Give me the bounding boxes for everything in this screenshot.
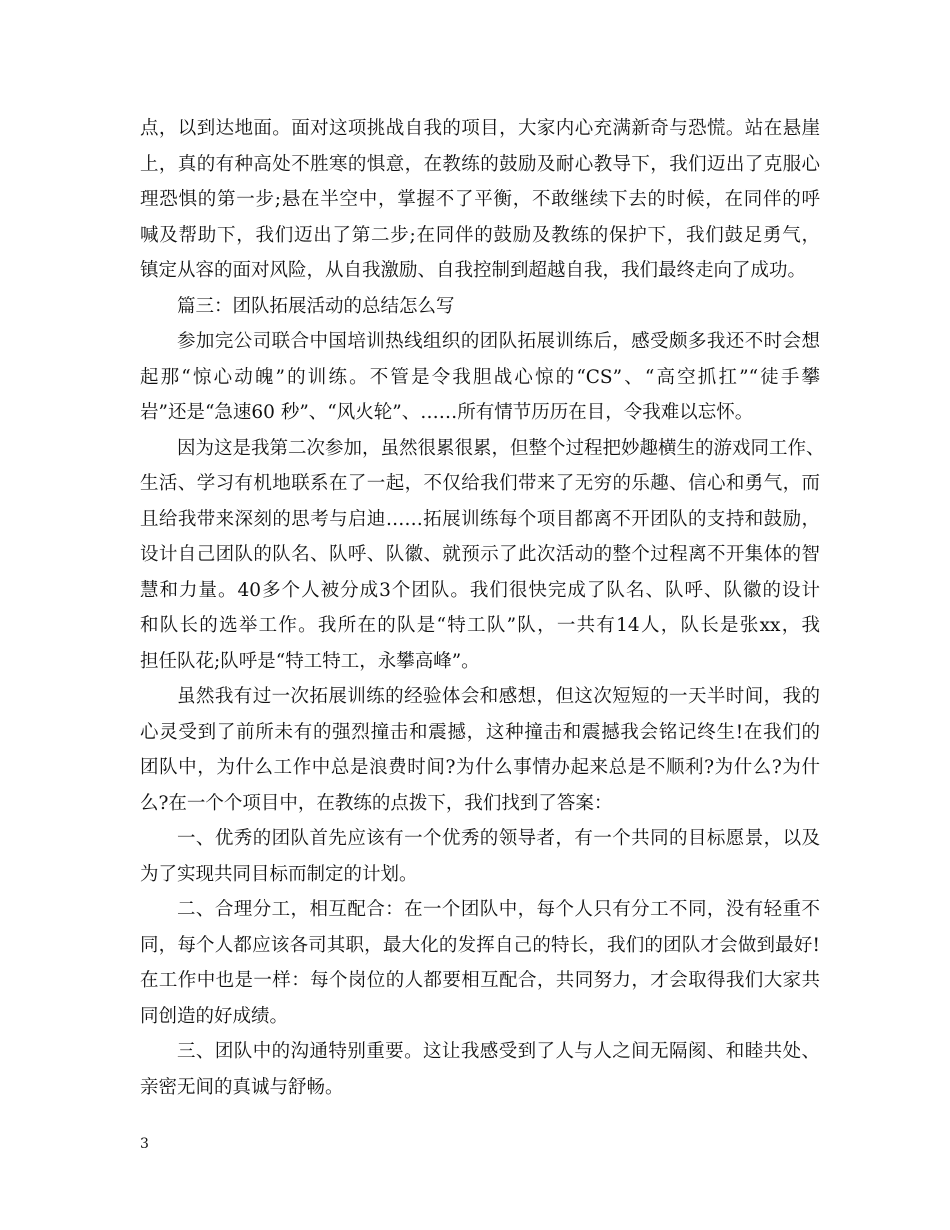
text-line: 篇三：团队拓展活动的总结怎么写 <box>177 295 455 317</box>
text-line: 和队长的选举工作。我所在的队是“特工队”队，一共有14人，队长是张xx，我 <box>140 615 820 636</box>
text-line: 起那“惊心动魄”的训练。不管是令我胆战心惊的“CS”、“高空抓扛”“徒手攀 <box>140 366 820 388</box>
text-line: 上，真的有种高处不胜寒的惧意，在教练的鼓励及耐心教导下，我们迈出了克服心 <box>140 153 820 175</box>
text-line: 同创造的好成绩。 <box>140 1005 289 1027</box>
text-line: 镇定从容的面对风险，从自我激励、自我控制到超越自我，我们最终走向了成功。 <box>140 260 807 281</box>
text-line: 同，每个人都应该各司其职，最大化的发挥自己的特长，我们的团队才会做到最好! <box>140 934 820 956</box>
text-line: 岩”还是“急速60 秒”、“风火轮”、……所有情节历历在目，令我难以忘怀。 <box>140 402 754 423</box>
text-line: 三、团队中的沟通特别重要。这让我感受到了人与人之间无隔阂、和睦共处、 <box>177 1041 820 1062</box>
text-line: 喊及帮助下，我们迈出了第二步;在同伴的鼓励及教练的保护下，我们鼓足勇气， <box>140 224 820 246</box>
text-line: 在工作中也是一样：每个岗位的人都要相互配合，共同努力，才会取得我们大家共 <box>140 970 820 991</box>
text-line: 理恐惧的第一步;悬在半空中，掌握不了平衡，不敢继续下去的时候，在同伴的呼 <box>140 189 820 210</box>
page-number: 3 <box>140 1136 149 1152</box>
text-line: 心灵受到了前所未有的强烈撞击和震撼，这种撞击和震撼我会铭记终生!在我们的 <box>140 721 820 743</box>
text-line: 一、优秀的团队首先应该有一个优秀的领导者，有一个共同的目标愿景，以及 <box>177 828 820 849</box>
text-line: 团队中，为什么工作中总是浪费时间?为什么事情办起来总是不顺利?为什么?为什 <box>140 757 820 778</box>
document-body <box>140 111 825 1105</box>
text-line: 因为这是我第二次参加，虽然很累很累，但整个过程把妙趣横生的游戏同工作、 <box>177 437 825 459</box>
text-line: 么?在一个个项目中，在教练的点拨下，我们找到了答案： <box>140 792 613 814</box>
text-line: 为了实现共同目标而制定的计划。 <box>140 863 418 885</box>
text-line: 设计自己团队的队名、队呼、队徽、就预示了此次活动的整个过程离不开集体的智 <box>140 544 820 565</box>
text-line: 亲密无间的真诚与舒畅。 <box>140 1076 344 1098</box>
text-line: 慧和力量。40多个人被分成3个团队。我们很快完成了队名、队呼、队徽的设计 <box>140 579 820 601</box>
text-line: 虽然我有过一次拓展训练的经验体会和感想，但这次短短的一天半时间，我的 <box>177 686 820 707</box>
text-line: 生活、学习有机地联系在了一起，不仅给我们带来了无穷的乐趣、信心和勇气，而 <box>140 473 820 494</box>
text-line: 参加完公司联合中国培训热线组织的团队拓展训练后，感受颇多我还不时会想 <box>177 331 820 352</box>
text-line: 二、合理分工，相互配合：在一个团队中，每个人只有分工不同，没有轻重不 <box>177 899 820 920</box>
text-line: 且给我带来深刻的思考与启迪……拓展训练每个项目都离不开团队的支持和鼓励， <box>140 508 820 530</box>
text-line: 担任队花;队呼是“特工特工，永攀高峰”。 <box>140 650 480 672</box>
text-line: 点，以到达地面。面对这项挑战自我的项目，大家内心充满新奇与恐慌。站在悬崖 <box>140 118 820 139</box>
